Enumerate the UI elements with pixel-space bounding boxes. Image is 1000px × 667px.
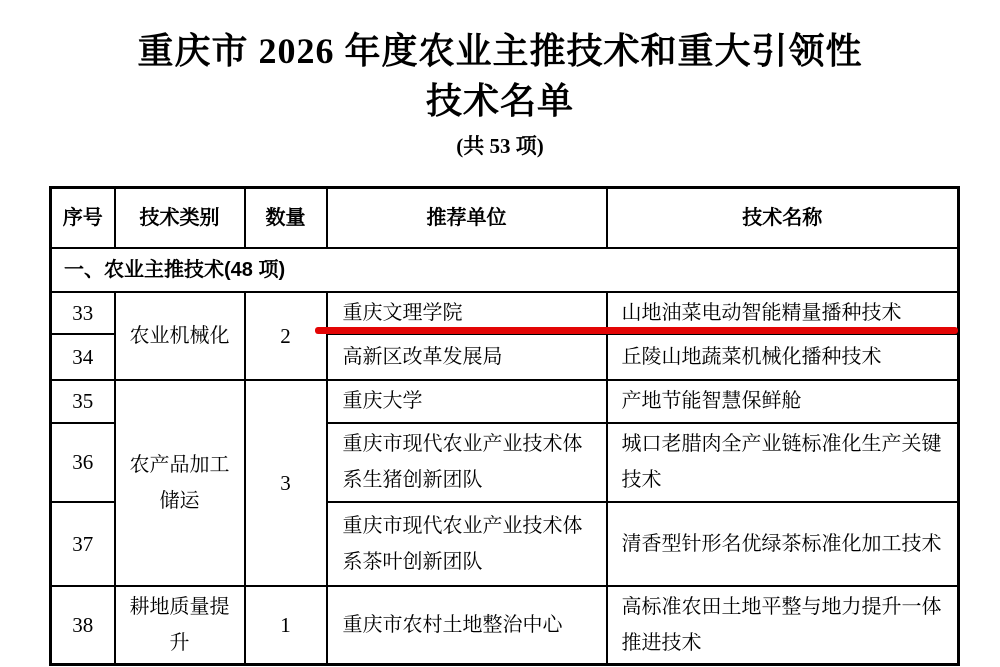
cell-category: 农产品加工储运 [115, 380, 245, 586]
table-row [51, 380, 959, 423]
cell-name: 城口老腊肉全产业链标准化生产关键技术 [607, 423, 959, 502]
tech-list-table [49, 186, 960, 666]
table-row [51, 586, 959, 665]
header-cell-no: 序号 [51, 188, 115, 248]
cell-count: 3 [245, 380, 327, 586]
table-header-row [51, 188, 959, 248]
cell-no: 34 [51, 334, 115, 380]
cell-count: 2 [245, 292, 327, 380]
cell-name: 清香型针形名优绿茶标准化加工技术 [607, 502, 959, 586]
cell-name: 山地油菜电动智能精量播种技术 [607, 292, 959, 334]
section-row [51, 248, 959, 292]
cell-count: 1 [245, 586, 327, 665]
doc-title [0, 26, 1000, 126]
doc-subtitle: (共 53 项) [456, 134, 544, 158]
cell-name: 产地节能智慧保鲜舱 [607, 380, 959, 423]
header-cell-unit: 推荐单位 [327, 188, 607, 248]
cell-no: 36 [51, 423, 115, 502]
doc-title-line1: 重庆市 2026 年度农业主推技术和重大引领性 [137, 31, 863, 71]
cell-no: 33 [51, 292, 115, 334]
cell-unit: 高新区改革发展局 [327, 334, 607, 380]
cell-category: 农业机械化 [115, 292, 245, 380]
header-cell-name: 技术名称 [607, 188, 959, 248]
cell-unit: 重庆大学 [327, 380, 607, 423]
cell-unit: 重庆文理学院 [327, 292, 607, 334]
cell-category: 耕地质量提升 [115, 586, 245, 665]
highlight-underline [315, 327, 958, 334]
header-cell-count: 数量 [245, 188, 327, 248]
cell-unit: 重庆市农村土地整治中心 [327, 586, 607, 665]
cell-unit: 重庆市现代农业产业技术体系生猪创新团队 [327, 423, 607, 502]
section-title: 一、农业主推技术(48 项) [51, 248, 959, 292]
cell-no: 35 [51, 380, 115, 423]
cell-name: 高标准农田土地平整与地力提升一体推进技术 [607, 586, 959, 665]
doc-title-line2: 技术名单 [425, 81, 574, 121]
cell-no: 37 [51, 502, 115, 586]
cell-unit: 重庆市现代农业产业技术体系茶叶创新团队 [327, 502, 607, 586]
cell-no: 38 [51, 586, 115, 665]
cell-name: 丘陵山地蔬菜机械化播种技术 [607, 334, 959, 380]
header-cell-category: 技术类别 [115, 188, 245, 248]
